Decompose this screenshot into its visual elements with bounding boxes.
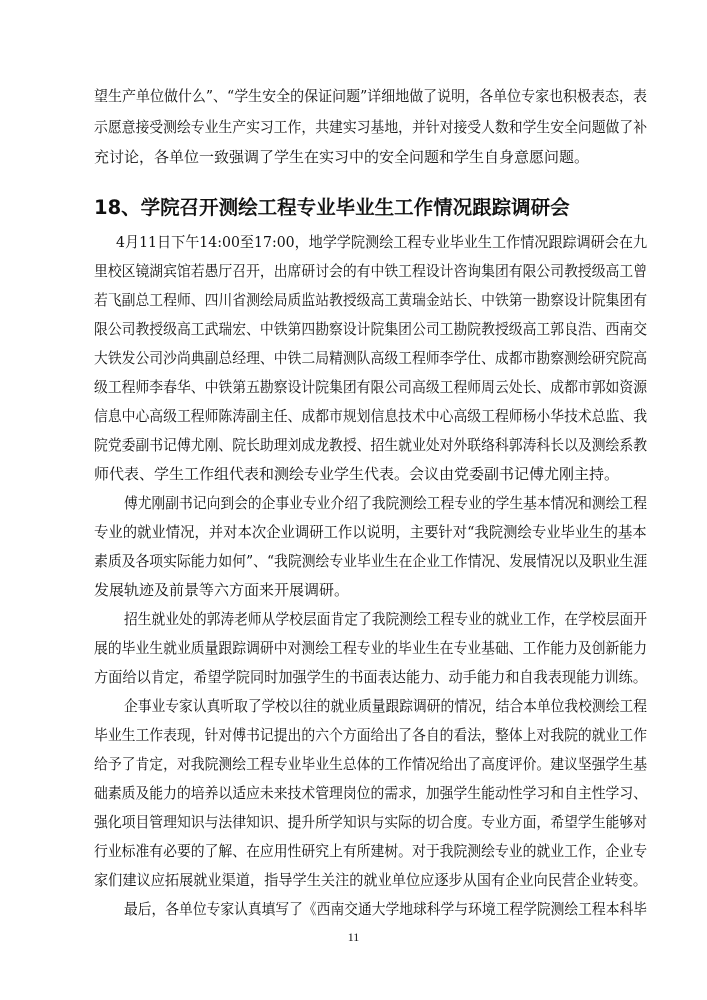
body-line: 行业标准有必要的了解、在应用性研究上有所建树。对于我院测绘专业的就业工作，企业专 (94, 842, 648, 860)
body-line: 院党委副书记傅尤刚、院长助理刘成龙教授、招生就业处对外联络科郭涛科长以及测绘系教 (94, 436, 648, 454)
body-line: 大铁发公司沙尚典副总经理、中铁二局精测队高级工程师李学仕、成都市勘察测绘研究院高 (94, 349, 648, 367)
body-line: 企事业专家认真听取了学校以往的就业质量跟踪调研的情况，结合本单位我校测绘工程 (124, 697, 647, 715)
body-line: 家们建议应拓展就业渠道，指导学生关注的就业单位应逐步从国有企业向民营企业转变。 (94, 871, 648, 889)
intro-line: 示愿意接受测绘专业生产实习工作，共建实习基地，并针对接受人数和学生安全问题做了补 (94, 118, 648, 136)
page-number: 11 (347, 930, 360, 944)
body-line: 展的毕业生就业质量跟踪调研中对测绘工程专业的毕业生在专业基础、工作能力及创新能力 (94, 639, 648, 657)
body-line: 若飞副总工程师、四川省测绘局质监站教授级高工黄瑞金站长、中铁第一勘察设计院集团有 (94, 291, 648, 309)
body-line: 强化项目管理知识与法律知识、提升所学知识与实际的切合度。专业方面，希望学生能够对 (94, 813, 648, 831)
body-line: 信息中心高级工程师陈涛副主任、成都市规划信息技术中心高级工程师杨小华技术总监、我 (94, 407, 648, 425)
intro-line: 望生产单位做什么”、“学生安全的保证问题”详细地做了说明，各单位专家也积极表态，表 (94, 87, 647, 105)
body-line: 最后，各单位专家认真填写了《西南交通大学地球科学与环境工程学院测绘工程本科毕 (124, 900, 647, 918)
body-line: 发展轨迹及前景等六方面来开展调研。 (94, 581, 350, 599)
body-line: 毕业生工作表现，针对傅书记提出的六个方面给出了各自的看法，整体上对我院的就业工作 (94, 726, 648, 744)
body-line: 专业的就业情况，并对本次企业调研工作以说明，主要针对“我院测绘专业毕业生的基本 (94, 523, 647, 541)
body-line: 础素质及能力的培养以适应未来技术管理岗位的需求，加强学生能动性学习和自主性学习、 (94, 784, 648, 802)
body-line: 给予了肯定，对我院测绘工程专业毕业生总体的工作情况给出了高度评价。建议坚强学生基 (94, 755, 648, 773)
body-line: 师代表、学生工作组代表和测绘专业学生代表。会议由党委副书记傅尤刚主持。 (94, 465, 620, 483)
body-line: 4月11日下午14:00至17:00，地学学院测绘工程专业毕业生工作情况跟踪调研会在九 (116, 233, 648, 251)
intro-line: 充讨论，各单位一致强调了学生在实习中的安全问题和学生自身意愿问题。 (94, 148, 590, 166)
body-line: 招生就业处的郭涛老师从学校层面肯定了我院测绘工程专业的就业工作，在学校层面开 (124, 610, 647, 628)
section-heading: 18、学院召开测绘工程专业毕业生工作情况跟踪调研会 (94, 196, 570, 219)
body-line: 方面给以肯定，希望学院同时加强学生的书面表达能力、动手能力和自我表现能力训练。 (94, 668, 648, 686)
body-line: 素质及各项实际能力如何”、“我院测绘专业毕业生在企业工作情况、发展情况以及职业生涯 (94, 552, 648, 570)
body-line: 傅尤刚副书记向到会的企事业专业介绍了我院测绘工程专业的学生基本情况和测绘工程 (124, 494, 647, 512)
body-line: 里校区镜湖宾馆若愚厅召开，出席研讨会的有中铁工程设计咨询集团有限公司教授级高工曾 (94, 262, 648, 280)
body-line: 限公司教授级高工武瑞宏、中铁第四勘察设计院集团公司工勘院教授级高工郭良浩、西南交 (94, 320, 648, 338)
body-line: 级工程师李春华、中铁第五勘察设计院集团有限公司高级工程师周云处长、成都市郭如资源 (94, 378, 648, 396)
